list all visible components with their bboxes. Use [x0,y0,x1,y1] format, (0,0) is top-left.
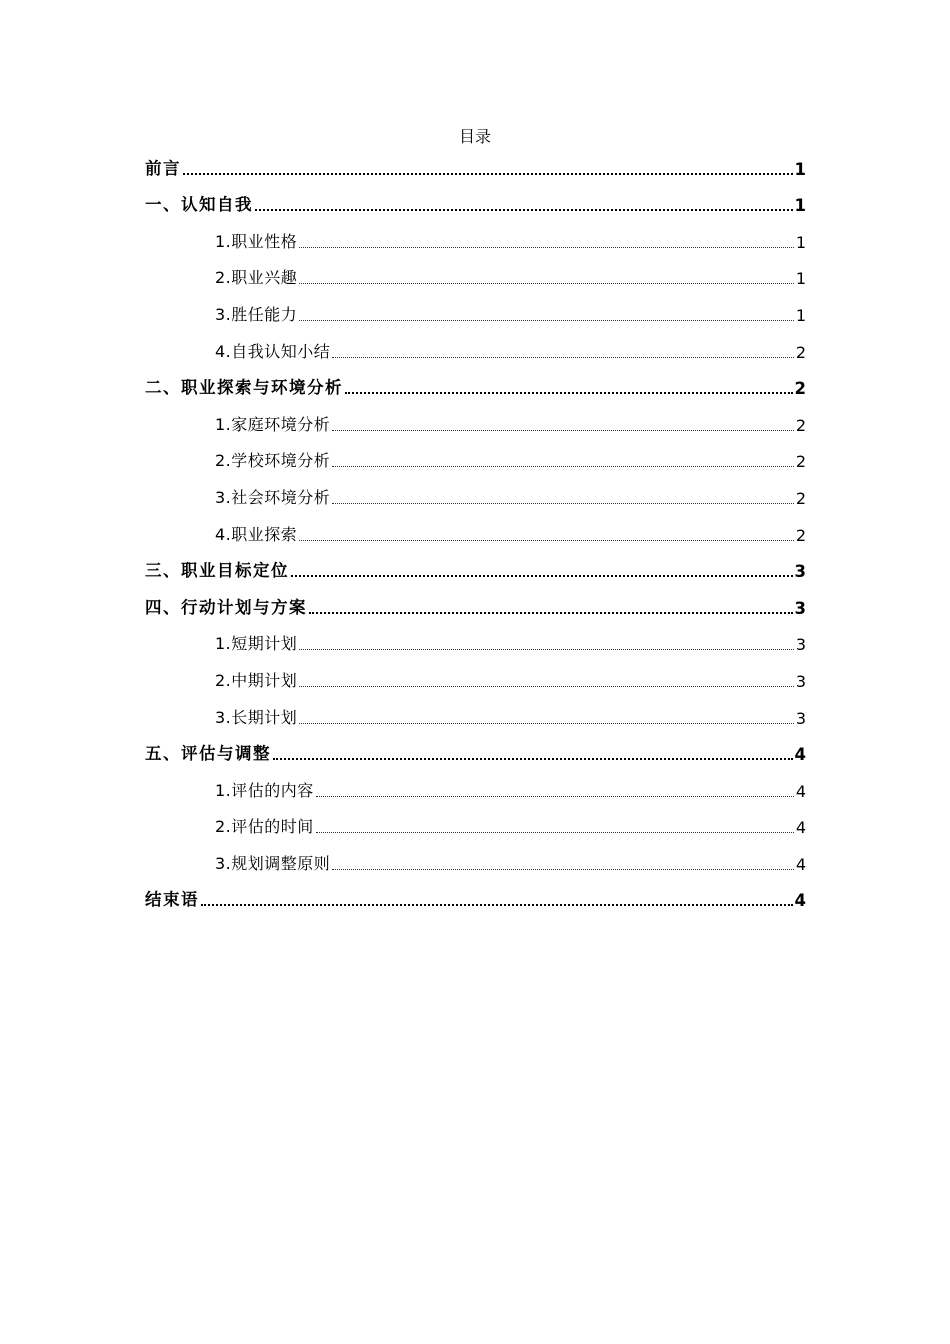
toc-dot-leader [299,723,794,724]
toc-entry-page-number: 1 [795,232,806,252]
toc-entry[interactable] [145,809,806,846]
toc-dot-leader [299,247,794,248]
toc-entry-page-number: 2 [795,488,806,508]
toc-entry-page-number: 3 [795,708,806,728]
toc-entry-label: 前言 [145,158,181,178]
toc-entry-page-number: 2 [795,452,806,472]
toc-entry-page-number: 1 [795,305,806,325]
toc-dot-leader [273,758,793,760]
toc-entry[interactable] [145,223,806,260]
toc-entry[interactable] [145,296,806,333]
toc-entry-page-number: 2 [794,379,806,399]
toc-dot-leader [345,392,793,394]
toc-entry-label: 四、行动计划与方案 [145,597,307,617]
toc-dot-leader [299,540,794,541]
toc-entry-page-number: 4 [795,781,806,801]
toc-entry-page-number: 2 [795,342,806,362]
toc-dot-leader [332,503,794,504]
toc-entry[interactable] [145,260,806,297]
toc-entry-label: 3.胜任能力 [215,304,298,324]
toc-dot-leader [201,904,793,906]
toc-entry[interactable] [145,626,806,663]
toc-entry[interactable] [145,553,806,590]
toc-dot-leader [332,357,794,358]
toc-entry[interactable] [145,443,806,480]
toc-dot-leader [299,686,794,687]
toc-entry[interactable] [145,333,806,370]
toc-entry-label: 1.家庭环境分析 [215,414,331,434]
toc-dot-leader [316,796,794,797]
toc-dot-leader [309,612,793,614]
toc-entry[interactable] [145,150,806,187]
toc-dot-leader [255,209,793,211]
toc-entry-label: 3.长期计划 [215,707,298,727]
toc-entry[interactable] [145,772,806,809]
toc-entry[interactable] [145,882,806,919]
toc-entry-label: 3.规划调整原则 [215,853,331,873]
toc-entry-page-number: 2 [795,525,806,545]
toc-entry-page-number: 4 [794,891,806,911]
toc-dot-leader [291,575,793,577]
table-of-contents [145,150,806,918]
toc-entry-page-number: 1 [794,159,806,179]
toc-dot-leader [299,320,794,321]
toc-entry-label: 2.评估的时间 [215,817,314,837]
toc-entry-label: 1.评估的内容 [215,780,314,800]
toc-dot-leader [332,869,794,870]
toc-entry-page-number: 2 [795,415,806,435]
toc-entry-label: 4.职业探索 [215,524,298,544]
toc-dot-leader [332,430,794,431]
toc-entry[interactable] [145,479,806,516]
toc-entry-label: 3.社会环境分析 [215,487,331,507]
toc-entry-page-number: 4 [794,745,806,765]
toc-entry-page-number: 4 [795,818,806,838]
toc-entry-label: 2.学校环境分析 [215,451,331,471]
toc-entry-label: 1.短期计划 [215,634,298,654]
toc-entry-page-number: 3 [794,562,806,582]
toc-entry[interactable] [145,187,806,224]
toc-entry-label: 2.中期计划 [215,670,298,690]
toc-entry-page-number: 3 [794,598,806,618]
toc-entry[interactable] [145,406,806,443]
toc-dot-leader [316,832,794,833]
toc-entry[interactable] [145,845,806,882]
toc-dot-leader [183,173,793,175]
toc-entry-page-number: 1 [795,269,806,289]
toc-entry-label: 二、职业探索与环境分析 [145,378,343,398]
toc-entry[interactable] [145,370,806,407]
toc-entry-page-number: 1 [794,196,806,216]
toc-entry-label: 一、认知自我 [145,195,253,215]
toc-entry[interactable] [145,699,806,736]
toc-title: 目录 [458,127,491,146]
toc-entry-label: 三、职业目标定位 [145,561,289,581]
toc-entry-label: 2.职业兴趣 [215,268,298,288]
toc-entry[interactable] [145,662,806,699]
toc-entry-page-number: 3 [795,635,806,655]
toc-entry-label: 结束语 [145,890,199,910]
toc-entry-label: 4.自我认知小结 [215,341,331,361]
toc-entry[interactable] [145,516,806,553]
toc-dot-leader [299,283,794,284]
toc-entry-page-number: 3 [795,671,806,691]
toc-entry[interactable] [145,736,806,773]
toc-dot-leader [332,466,794,467]
toc-entry-label: 五、评估与调整 [145,744,271,764]
toc-dot-leader [299,649,794,650]
toc-entry-page-number: 4 [795,854,806,874]
toc-entry[interactable] [145,589,806,626]
toc-entry-label: 1.职业性格 [215,231,298,251]
